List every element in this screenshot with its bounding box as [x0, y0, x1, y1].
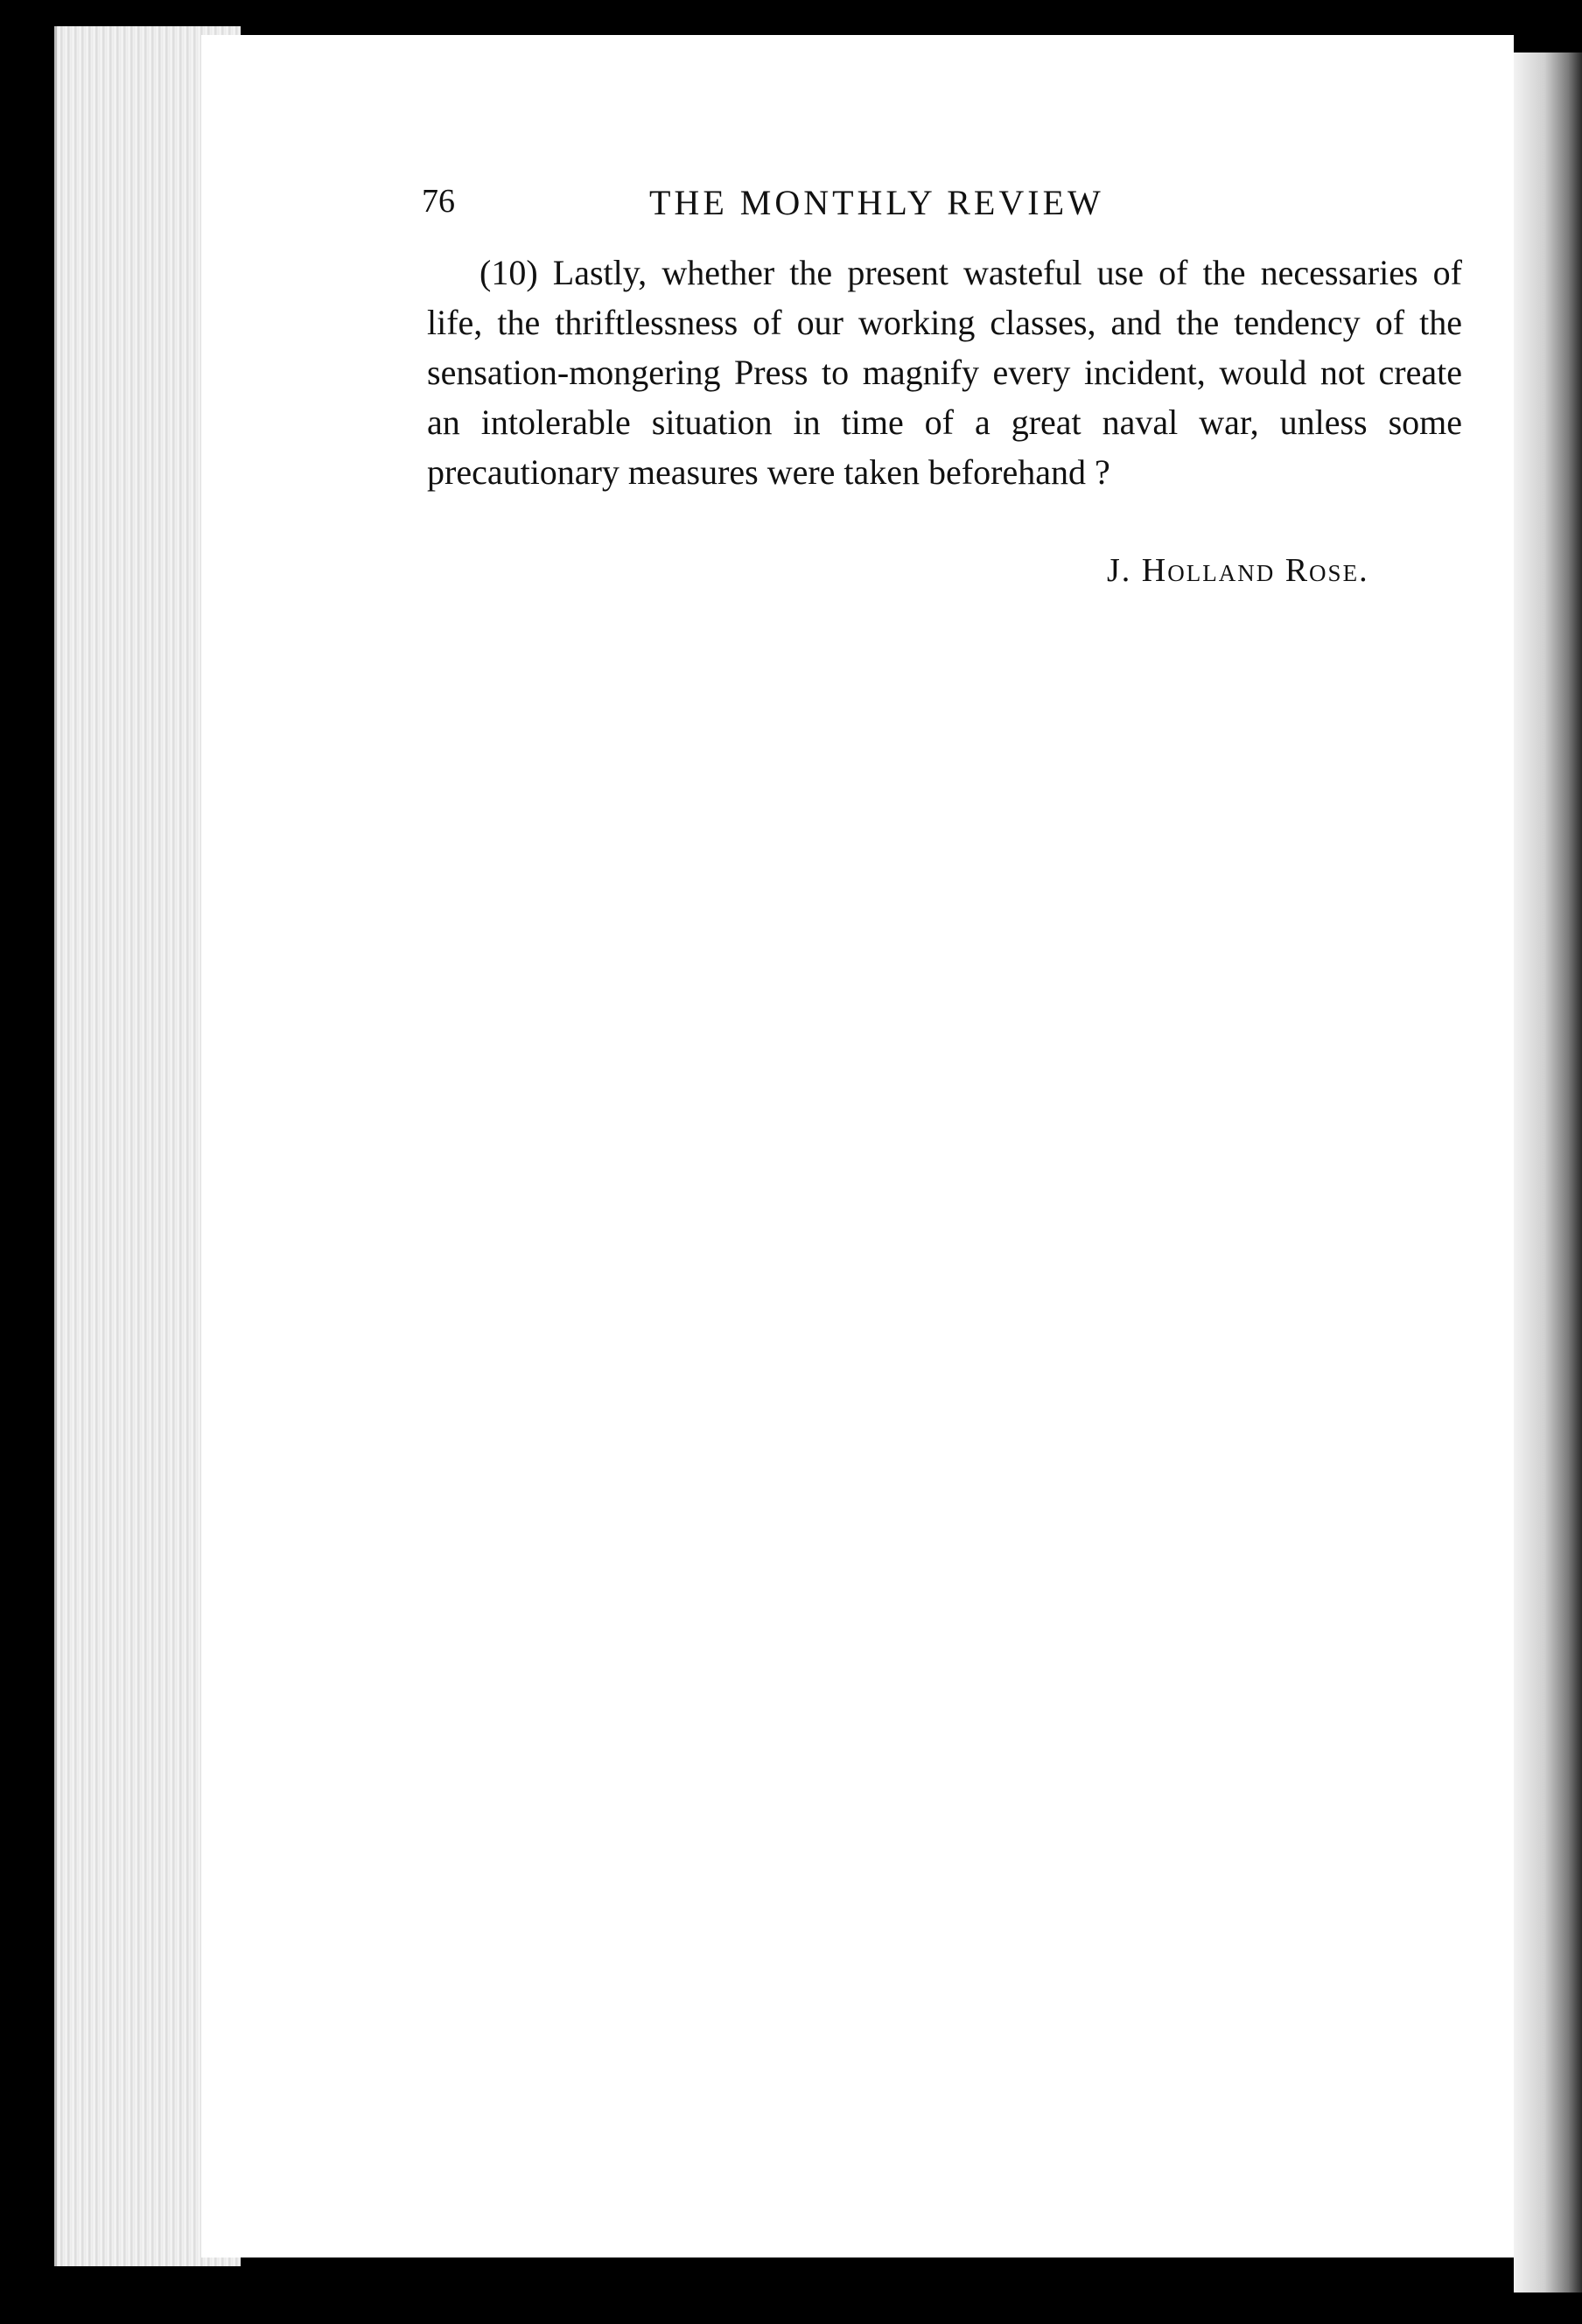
body-paragraph: (10) Lastly, whether the present wasteful use of the necessaries of life, the thriftlessness of our working classes, and the tendency of the sensation-mongering Press to magnify every incident, would not create an intolerable situation in time of a great naval war, unless some precautionary measures were taken beforehand ?	[427, 253, 1462, 492]
running-head	[422, 182, 1244, 234]
journal-title: THE MONTHLY REVIEW	[649, 183, 1104, 222]
author-signature: J. Holland Rose.	[1107, 552, 1369, 589]
gutter-shadow	[1514, 52, 1582, 2292]
page-number: 76	[422, 183, 455, 220]
